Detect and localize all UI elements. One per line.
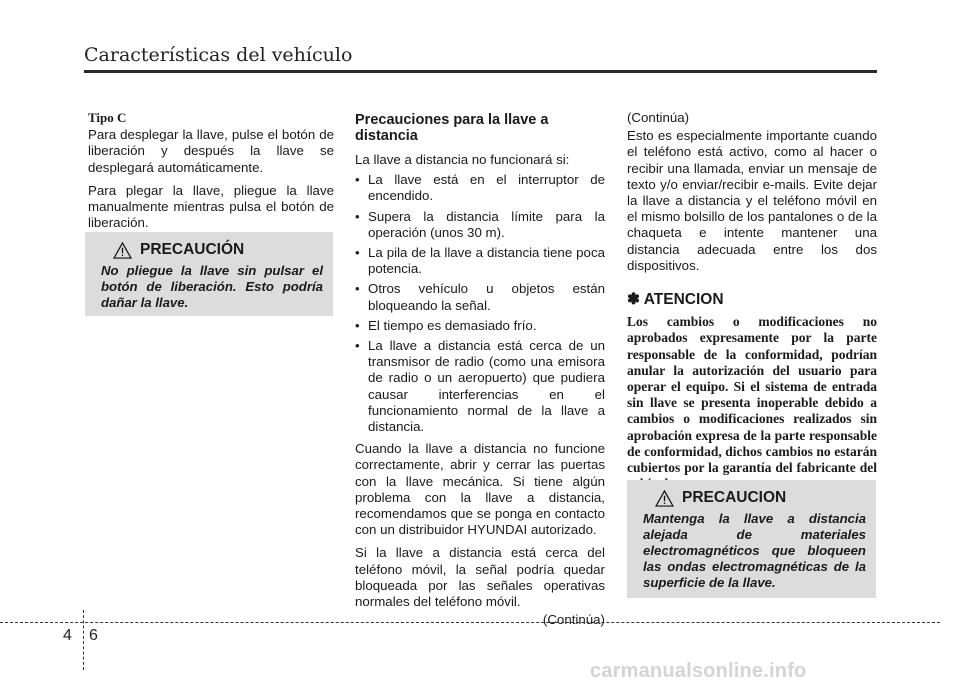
list-item: • La llave está en el interruptor de encendido. (355, 172, 605, 204)
column-left (88, 110, 334, 238)
footer-dashed-divider (83, 610, 84, 670)
page-header-title: Características del vehículo (84, 44, 353, 66)
bullet-list (355, 172, 605, 435)
paragraph: Para desplegar la llave, pulse el botón de liberación y después la llave se desplegará automáticamente. (88, 127, 334, 175)
caution-title: PRECAUCION (682, 489, 787, 506)
paragraph: Si la llave a distancia está cerca del teléfono móvil, la señal podría quedar bloqueada por las señales operativas normales del teléfono móvil. (355, 545, 605, 610)
paragraph: Cuando la llave a distancia no funcione correctamente, abrir y cerrar las puertas con la llave mecánica. Si tiene algún problema con la llave a distancia, recomendamos que se ponga en contacto con un distribuidor HYUNDAI autorizado. (355, 441, 605, 538)
watermark: carmanualsonline.info (590, 660, 807, 682)
column-right (627, 110, 877, 499)
column-middle (355, 110, 605, 635)
paragraph: Para plegar la llave, pliegue la llave manualmente mientras pulsa el botón de liberación. (88, 182, 334, 231)
caution-text: Mantenga la llave a distancia alejada de materiales electromagnéticos que bloqueen las ondas electromagnéticas de la superficie de la llave. (643, 511, 866, 590)
header-rule (84, 70, 877, 73)
warning-triangle-icon (113, 242, 132, 259)
continues-label: (Continúa) (542, 612, 605, 628)
subheading-tipo-c: Tipo C (88, 110, 127, 125)
page-number: 6 (89, 627, 98, 644)
caution-box (85, 232, 333, 316)
list-item: • Supera la distancia límite para la operación (unos 30 m). (355, 209, 605, 241)
list-item: • El tiempo es demasiado frío. (355, 318, 605, 334)
section-heading: Precauciones para la llave a distancia (355, 112, 549, 144)
paragraph: Esto es especialmente importante cuando el teléfono está activo, como al hacer o recibir una llamada, enviar un mensaje de texto y/o enviar/recibir e-mails. Evite dejar la llave a distancia y el teléfono móvil en el mismo bolsillo de los pantalones o de la chaqueta e intente mantener una distancia adecuada entre los dos dispositivos. (627, 128, 877, 273)
continued-label: (Continúa) (627, 110, 690, 125)
attention-title: ✽ ATENCION (627, 291, 724, 309)
section-number: 4 (63, 627, 72, 644)
list-item: • La llave a distancia está cerca de un transmisor de radio (como una emisora de radio o un aeropuerto) que pudiera causar interferencias en el funcionamiento normal de la llave a distancia. (355, 338, 605, 435)
footer-dashed-rule (0, 622, 940, 623)
caution-title-row (101, 241, 323, 259)
caution-box (627, 480, 876, 598)
intro-text: La llave a distancia no funcionará si: (355, 152, 570, 167)
list-item: • Otros vehículo u objetos están bloqueando la señal. (355, 281, 605, 313)
caution-text: No pliegue la llave sin pulsar el botón de liberación. Esto podría dañar la llave. (101, 263, 323, 310)
caution-title: PRECAUCIÓN (140, 241, 245, 258)
attention-body: Los cambios o modificaciones no aprobados expresamente por la parte responsable de la conformidad, podrían anular la autorización del usuario para operar el equipo. Si el sistema de entrada sin llave se presenta inoperable debido a cambios o modificaciones realizados sin aprobación expresa de la parte responsable de conformidad, dichos cambios no estarán cubiertos por la garantía del fabricante del (627, 314, 877, 476)
list-item: • La pila de la llave a distancia tiene poca potencia. (355, 245, 605, 277)
warning-triangle-icon (655, 490, 674, 507)
caution-title-row (643, 489, 866, 507)
